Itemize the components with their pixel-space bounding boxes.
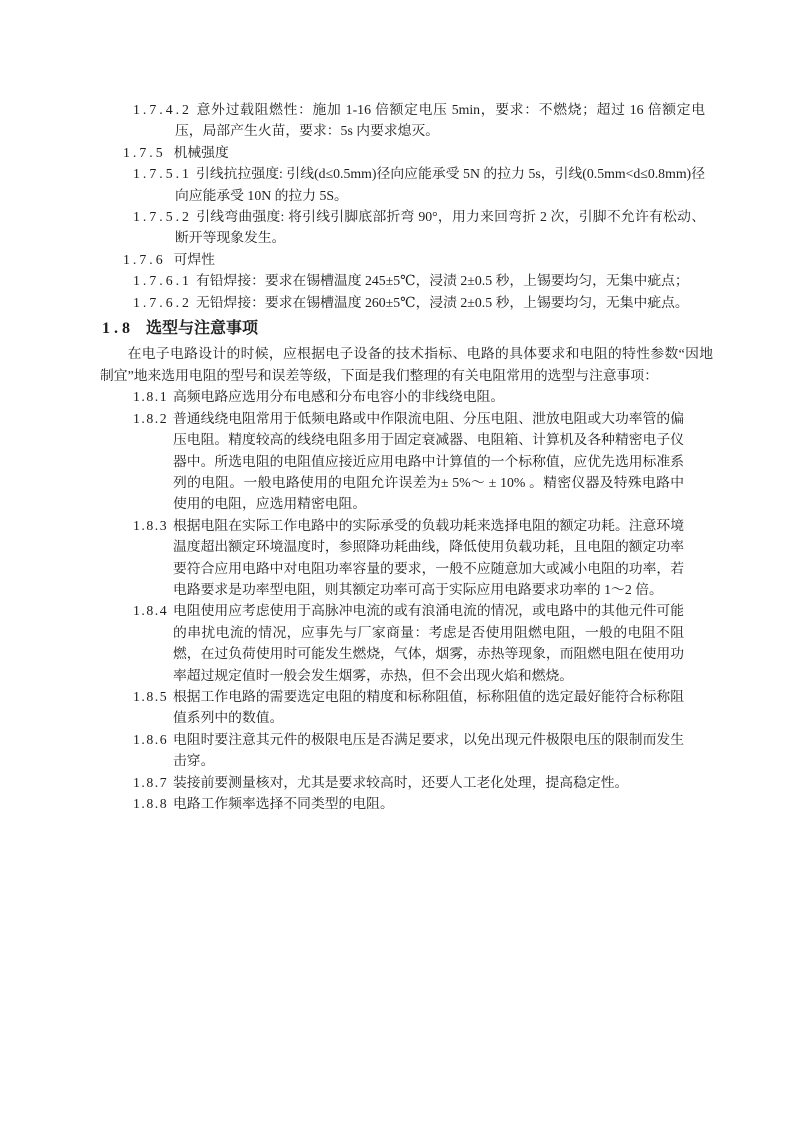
item-text: 电阻时要注意其元件的极限电压是否满足要求，以免出现元件极限电压的限制而发生击穿。 (173, 731, 684, 769)
item-text: 根据工作电路的需要选定电阻的精度和标称阻值，标称阻值的选定最好能符合标称阻值系列中的数值。 (173, 688, 684, 726)
item-text: 引线弯曲强度: 将引线引脚底部折弯 90°，用力来回弯折 2 次，引脚不允许有松动、断开等现象发生。 (175, 209, 705, 246)
item-number: 1.7.6.1 (133, 273, 192, 289)
item-number: 1.7.5 (123, 144, 166, 160)
item-number: 1.8.5 (133, 688, 169, 704)
section-heading-number: 1.8 (102, 320, 134, 338)
item-text: 可焊性 (173, 251, 215, 267)
list-item (133, 206, 705, 249)
list-item (133, 99, 705, 142)
list-item (133, 515, 684, 601)
spec-items-section (100, 99, 705, 313)
list-item (123, 142, 668, 163)
item-text: 有铅焊接：要求在锡槽温度 245±5℃，浸渍 2±0.5 秒，上锡要均匀，无集中疵点； (195, 273, 689, 289)
list-item (133, 270, 705, 291)
item-text: 普通线绕电阻常用于低频电路或中作限流电阻、分压电阻、泄放电阻或大功率管的偏压电阻。精度较高的线绕电阻多用于固定衰减器、电阻箱、计算机及各种精密电子仪器中。所选电阻的电阻值应接近应用电路中计算值的一个标称值，应优先选用标准系列的电阻。一般电路使用的电阻允许误差为± 5%～ ± 10% 。精密仪器及特殊电路中使用的电阻，应选用精密电阻。 (173, 410, 684, 512)
item-number: 1.7.6.2 (133, 294, 192, 310)
section-heading-title: 选型与注意事项 (146, 320, 259, 338)
list-item (133, 408, 684, 515)
item-number: 1.7.6 (123, 251, 166, 267)
item-number: 1.8.2 (133, 410, 169, 426)
item-number: 1.7.4.2 (133, 102, 192, 117)
list-item (133, 686, 684, 729)
item-number: 1.8.8 (133, 796, 169, 811)
list-item (133, 729, 684, 772)
section-heading (102, 318, 668, 339)
item-text: 电阻使用应考虑使用于高脉冲电流的或有浪涌电流的情况，或电路中的其他元件可能的串扰电流的情况，应事先与厂家商量：考虑是否使用阻燃电阻，一般的电阻不阻燃，在过负荷使用时可能发生燃烧，气体，烟雾，赤热等现象，而阻燃电阻在使用功率超过规定值时一般会发生烟雾，赤热，但不会出现火焰和燃烧。 (173, 603, 684, 683)
selection-notes-list (100, 386, 684, 814)
item-text: 意外过载阻燃性：施加 1-16 倍额定电压 5min，要求：不燃烧；超过 16 倍额定电压，局部产生火苗，要求：5s 内要求熄灭。 (175, 102, 705, 139)
item-number: 1.8.4 (133, 603, 169, 619)
item-text: 电路工作频率选择不同类型的电阻。 (173, 796, 394, 811)
item-number: 1.7.5.2 (133, 209, 192, 225)
list-item (133, 793, 684, 814)
item-number: 1.8.6 (133, 731, 169, 747)
item-number: 1.8.7 (133, 774, 169, 790)
item-text: 装接前要测量核对，尤其是要求较高时，还要人工老化处理，提高稳定性。 (173, 774, 629, 790)
list-item (133, 600, 684, 686)
document-page (100, 0, 713, 814)
list-item (133, 386, 684, 407)
list-item (133, 772, 684, 793)
item-text: 高频电路应选用分布电感和分布电容小的非线绕电阻。 (173, 389, 505, 405)
item-number: 1.8.3 (133, 517, 169, 533)
item-text: 无铅焊接：要求在锡槽温度 260±5℃，浸渍 2±0.5 秒，上锡要均匀，无集中疵点。 (195, 294, 689, 310)
item-text: 引线抗拉强度: 引线(d≤0.5mm)径向应能承受 5N 的拉力 5s，引线(0.5mm<d≤0.8mm)径向应能承受 10N 的拉力 5S。 (175, 166, 705, 203)
list-item (123, 249, 668, 270)
item-number: 1.8.1 (133, 389, 169, 405)
list-item (133, 163, 705, 206)
list-item (133, 292, 705, 313)
intro-paragraph: 在电子电路设计的时候，应根据电子设备的技术指标、电路的具体要求和电阻的特性参数“因地制宜”地来选用电阻的型号和误差等级，下面是我们整理的有关电阻常用的选型与注意事项： (100, 346, 713, 383)
item-text: 机械强度 (173, 144, 229, 160)
item-text: 根据电阻在实际工作电路中的实际承受的负载功耗来选择电阻的额定功耗。注意环境温度超出额定环境温度时，参照降功耗曲线，降低使用负载功耗，且电阻的额定功率要符合应用电路中对电阻功率容量的要求，一般不应随意加大或减小电阻的功率，若电路要求是功率型电阻，则其额定功率可高于实际应用电路要求功率的 1～2 倍。 (173, 517, 684, 597)
item-number: 1.7.5.1 (133, 166, 192, 182)
